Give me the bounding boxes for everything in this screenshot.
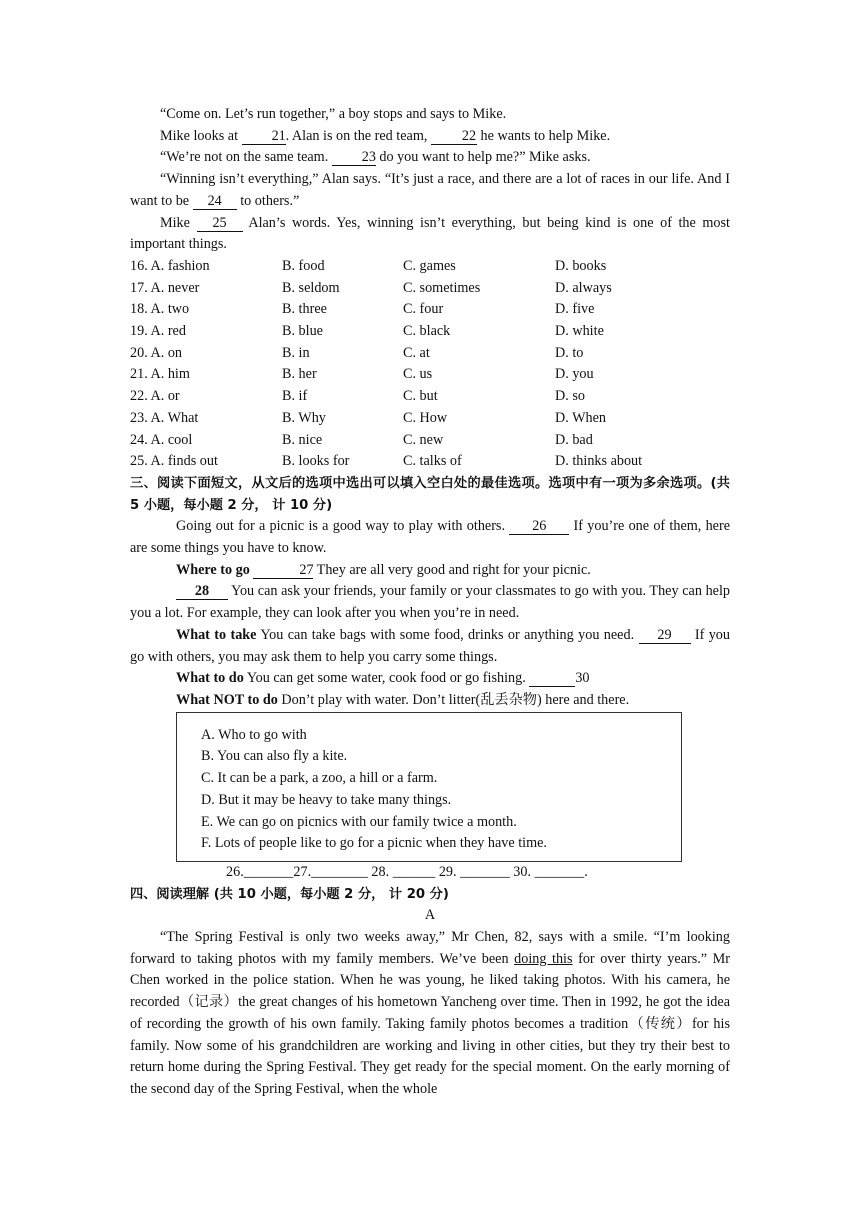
option-a: 20. A. on <box>130 344 183 361</box>
option-d: D. five <box>555 301 595 318</box>
text: You can ask your friends, your family or your classmates to go with you. They can help you a lot. For example, they can look after you when you’re in need. <box>130 583 730 622</box>
underlined-phrase: doing this <box>514 950 573 967</box>
text: “Winning isn’t everything,” Alan says. “It’s just a race, and there are a lot of races in our life. And I want to be <box>130 171 730 209</box>
passage-line <box>130 560 730 582</box>
passage-line <box>130 126 730 148</box>
option-row <box>130 299 730 321</box>
option-c: C. sometimes <box>403 279 481 296</box>
blank-21: 21 <box>242 129 286 145</box>
option-b: B. Why <box>282 409 326 426</box>
passage-paragraph <box>130 516 730 559</box>
option-d: D. you <box>555 366 594 383</box>
option-b: B. seldom <box>282 279 340 296</box>
option-a: 17. A. never <box>130 279 200 296</box>
subheading: What NOT to do <box>176 691 278 708</box>
passage-label: A <box>424 907 436 924</box>
option-row <box>130 408 730 430</box>
option-a: 21. A. him <box>130 366 190 383</box>
text: Mike <box>160 214 197 231</box>
option-a: 25. A. finds out <box>130 453 218 470</box>
choices-box <box>176 712 682 862</box>
text: do you want to help me?” Mike asks. <box>375 149 591 166</box>
option-row <box>130 256 730 278</box>
options-table <box>130 256 730 473</box>
option-b: B. food <box>282 257 325 274</box>
text: “We’re not on the same team. <box>160 149 332 166</box>
option-c: C. but <box>403 388 438 405</box>
option-d: D. bad <box>555 431 593 448</box>
option-row <box>130 386 730 408</box>
option-a: 18. A. two <box>130 301 190 318</box>
document-page <box>130 104 730 1101</box>
option-d: D. to <box>555 344 584 361</box>
passage-paragraph <box>130 213 730 256</box>
text: Don’t play with water. Don’t litter(乱丢杂物) here and there. <box>277 691 630 708</box>
option-b: B. nice <box>282 431 323 448</box>
passage-line: “Come on. Let’s run together,” a boy stops and says to Mike. <box>160 106 507 122</box>
passage-line <box>130 147 730 169</box>
blank-30: 30 <box>529 671 575 687</box>
option-b: B. her <box>282 366 317 383</box>
text: They are all very good and right for your picnic. <box>313 561 591 578</box>
blank-28: 28 <box>176 584 228 600</box>
option-c: C. talks of <box>403 453 462 470</box>
choice-f: F. Lots of people like to go for a picnic when they have time. <box>201 835 547 852</box>
section-3-heading: 三、阅读下面短文，从文后的选项中选出可以填入空白处的最佳选项。选项中有一项为多余选项。(共 5 小题，每小题 2 分， 计 10 分) <box>130 475 730 513</box>
option-d: D. books <box>555 257 607 274</box>
blank-22: 22 <box>431 129 477 145</box>
choice-d: D. But it may be heavy to take many things. <box>201 791 452 808</box>
text: he wants to help Mike. <box>476 127 611 144</box>
option-row <box>130 343 730 365</box>
option-c: C. new <box>403 431 444 448</box>
text: . Alan is on the red team, <box>285 127 431 144</box>
blank-23: 23 <box>332 150 376 166</box>
option-a: 23. A. What <box>130 409 199 426</box>
choice-a: A. Who to go with <box>201 726 307 743</box>
option-d: D. so <box>555 388 585 405</box>
passage-paragraph <box>130 169 730 212</box>
blank-25: 25 <box>197 216 243 232</box>
text: Mike looks at <box>160 127 242 144</box>
option-row <box>130 278 730 300</box>
text: You can take bags with some food, drinks or anything you need. <box>256 626 639 643</box>
option-c: C. four <box>403 301 444 318</box>
option-a: 16. A. fashion <box>130 257 210 274</box>
option-row <box>130 430 730 452</box>
answer-blanks-line: 26._______27.________ 28. ______ 29. _______ 30. _______. <box>226 863 588 880</box>
option-a: 19. A. red <box>130 323 186 340</box>
blank-27: 27 <box>253 563 313 579</box>
option-c: C. us <box>403 366 433 383</box>
option-d: D. thinks about <box>555 453 643 470</box>
subheading: What to do <box>176 670 244 687</box>
text: If you’re one of them, here are some things you have to know. <box>130 518 731 557</box>
passage-paragraph <box>130 581 730 624</box>
option-d: D. always <box>555 279 612 296</box>
text: If you go with others, you may ask them to help you carry some things. <box>130 626 730 665</box>
passage-paragraph <box>130 625 730 668</box>
option-b: B. blue <box>282 323 323 340</box>
passage-line <box>130 690 730 712</box>
option-row <box>130 451 730 473</box>
option-a: 24. A. cool <box>130 431 193 448</box>
text: for over thirty years.” Mr Chen worked in the police station. When he was young, he liked taking photos. With his camera, he recorded（记录）the great changes of his hometown Yancheng over time. Then in 1992, he got the idea of recording the growth of his own family. Taking family photos becomes a tradition（传统）for his family. Now some of his grandchildren are working and living in other cities, but they try their best to return home during the Spring Festival. They get ready for the special moment. On the early morning of the second day of the Spring Festival, when the whole <box>130 950 730 1097</box>
option-b: B. if <box>282 388 308 405</box>
option-b: B. looks for <box>282 453 350 470</box>
choice-b: B. You can also fly a kite. <box>201 748 348 765</box>
blank-24: 24 <box>193 194 237 210</box>
text: “The Spring Festival is only two weeks away,” Mr Chen, 82, says with a smile. “I’m looking forward to taking photos with my family members. We’ve been <box>130 929 730 967</box>
option-c: C. How <box>403 409 448 426</box>
subheading: Where to go <box>176 561 250 578</box>
option-c: C. black <box>403 323 451 340</box>
choice-c: C. It can be a park, a zoo, a hill or a farm. <box>201 770 438 787</box>
option-a: 22. A. or <box>130 388 180 405</box>
passage-line <box>130 668 730 690</box>
text: to others.” <box>236 192 300 209</box>
passage-paragraph <box>130 927 730 1101</box>
option-row <box>130 364 730 386</box>
option-d: D. When <box>555 409 606 426</box>
option-c: C. games <box>403 257 456 274</box>
text: Alan’s words. Yes, winning isn’t everything, but being kind is one of the most important things. <box>130 214 730 253</box>
option-b: B. in <box>282 344 310 361</box>
text: Going out for a picnic is a good way to play with others. <box>176 518 510 535</box>
blank-29: 29 <box>639 628 691 644</box>
subheading: What to take <box>176 626 257 643</box>
section-4-heading: 四、阅读理解 (共 10 小题，每小题 2 分， 计 20 分) <box>130 886 449 902</box>
option-c: C. at <box>403 344 430 361</box>
choice-e: E. We can go on picnics with our family twice a month. <box>201 813 517 830</box>
blank-26: 26 <box>509 519 569 535</box>
option-d: D. white <box>555 323 604 340</box>
option-row <box>130 321 730 343</box>
text: You can get some water, cook food or go fishing. <box>243 670 530 687</box>
option-b: B. three <box>282 301 327 318</box>
